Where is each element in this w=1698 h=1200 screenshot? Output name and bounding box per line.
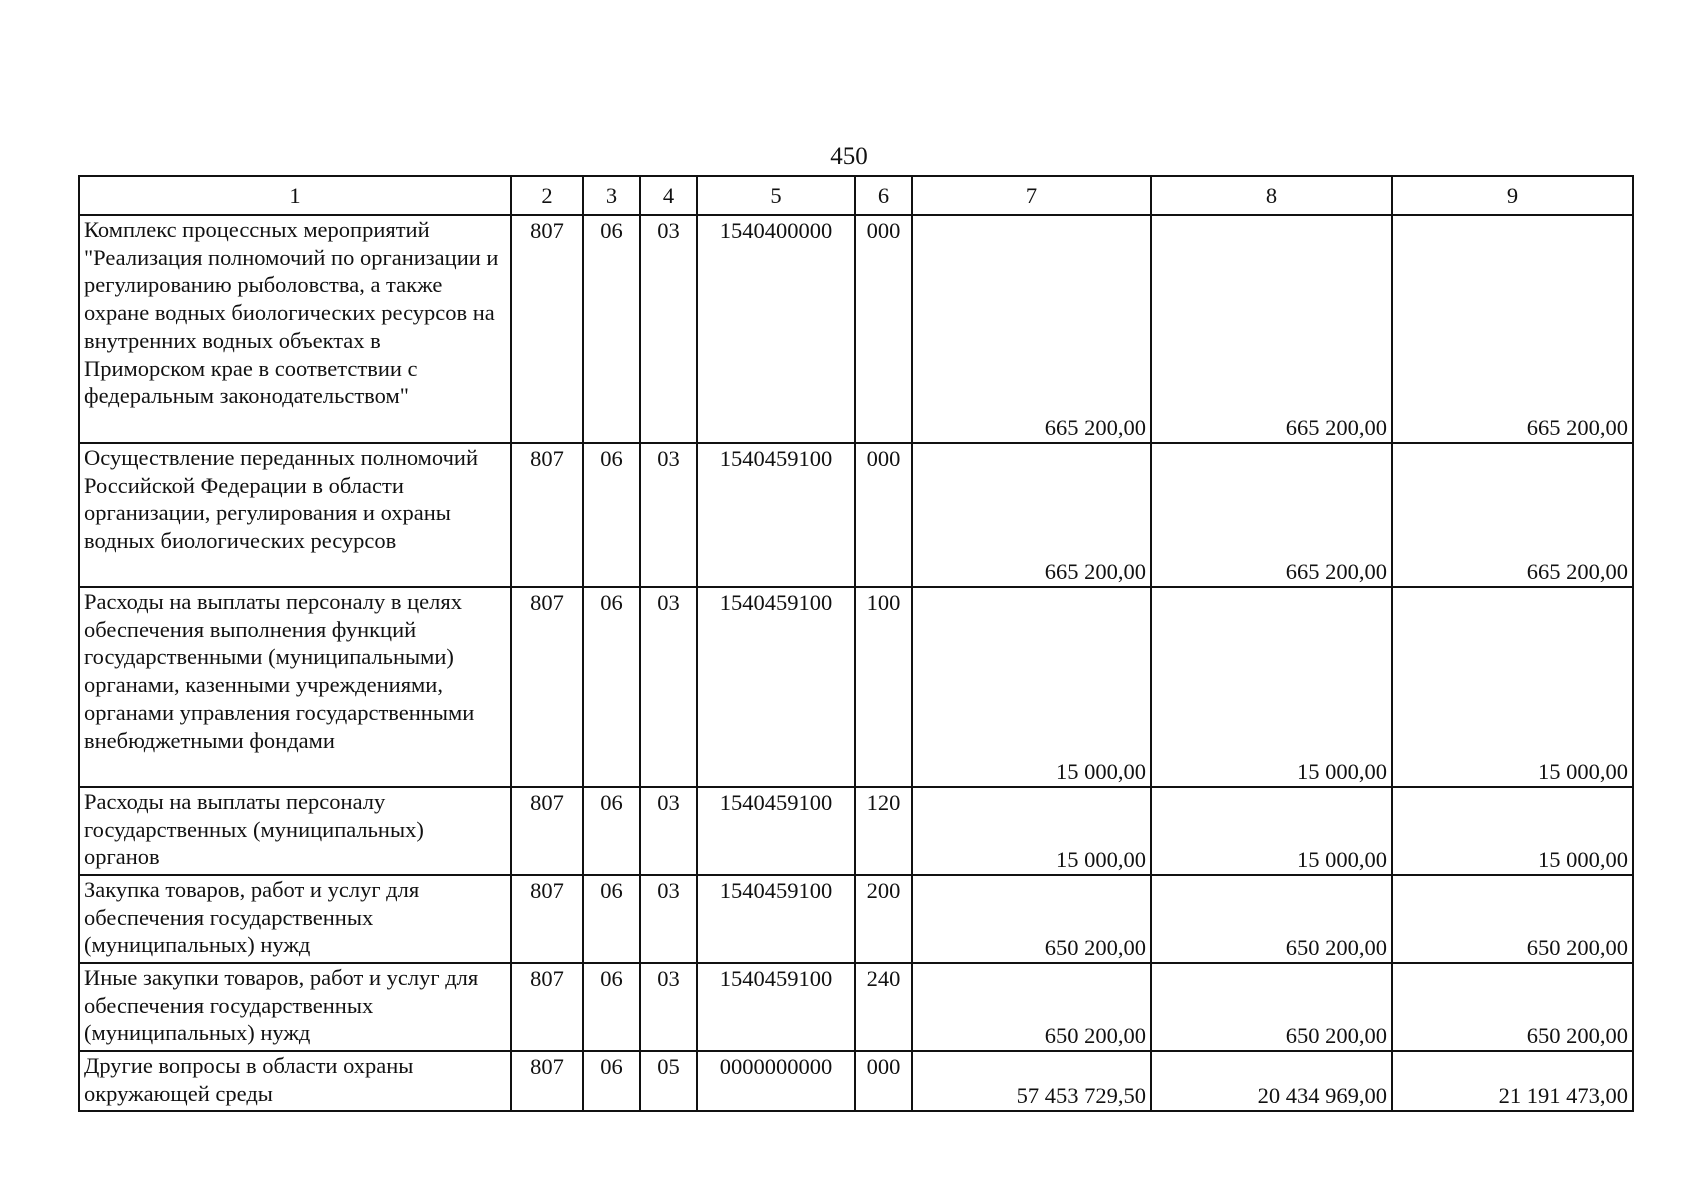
row-code-subsection: 03 [640, 963, 697, 1051]
row-code-ministry: 807 [511, 787, 583, 875]
table-row [79, 1051, 1633, 1111]
row-amount-7: 650 200,00 [912, 963, 1151, 1051]
row-amount-9: 15 000,00 [1392, 787, 1633, 875]
row-code-target: 1540459100 [697, 787, 855, 875]
row-name: Закупка товаров, работ и услуг для обеспечения государственных (муниципальных) нужд [79, 875, 511, 963]
page-number: 450 [830, 143, 868, 170]
row-amount-9: 21 191 473,00 [1392, 1051, 1633, 1111]
table-row [79, 787, 1633, 875]
row-code-subsection: 03 [640, 787, 697, 875]
row-code-ministry: 807 [511, 587, 583, 787]
row-amount-8: 650 200,00 [1151, 963, 1392, 1051]
column-header-1: 1 [79, 176, 511, 215]
row-code-target: 1540459100 [697, 875, 855, 963]
row-code-ministry: 807 [511, 963, 583, 1051]
row-code-expense-type: 000 [855, 215, 912, 443]
row-name: Осуществление переданных полномочий Российской Федерации в области организации, регулирования и охраны водных биологических ресурсов [79, 443, 511, 587]
row-amount-9: 15 000,00 [1392, 587, 1633, 787]
row-amount-9: 650 200,00 [1392, 963, 1633, 1051]
row-code-subsection: 03 [640, 587, 697, 787]
row-amount-8: 15 000,00 [1151, 587, 1392, 787]
row-amount-7: 665 200,00 [912, 215, 1151, 443]
table-row [79, 215, 1633, 443]
row-amount-9: 665 200,00 [1392, 443, 1633, 587]
row-amount-8: 665 200,00 [1151, 443, 1392, 587]
row-code-ministry: 807 [511, 443, 583, 587]
row-code-section: 06 [583, 1051, 640, 1111]
row-code-ministry: 807 [511, 1051, 583, 1111]
row-amount-7: 665 200,00 [912, 443, 1151, 587]
row-code-target: 1540459100 [697, 587, 855, 787]
row-amount-7: 650 200,00 [912, 875, 1151, 963]
row-code-expense-type: 240 [855, 963, 912, 1051]
row-amount-7: 15 000,00 [912, 787, 1151, 875]
row-amount-8: 665 200,00 [1151, 215, 1392, 443]
row-amount-9: 665 200,00 [1392, 215, 1633, 443]
row-code-subsection: 03 [640, 215, 697, 443]
row-amount-8: 650 200,00 [1151, 875, 1392, 963]
table-row [79, 875, 1633, 963]
budget-table [78, 175, 1634, 1112]
row-code-target: 1540459100 [697, 963, 855, 1051]
row-name: Расходы на выплаты персоналу в целях обеспечения выполнения функций государственными (муниципальными) органами, казенными учреждениями, органами управления государственными внебюджетными фондами [79, 587, 511, 787]
header-row [79, 176, 1633, 215]
row-code-section: 06 [583, 443, 640, 587]
row-code-subsection: 05 [640, 1051, 697, 1111]
row-code-subsection: 03 [640, 875, 697, 963]
row-code-target: 1540400000 [697, 215, 855, 443]
row-name: Расходы на выплаты персоналу государственных (муниципальных) органов [79, 787, 511, 875]
row-amount-8: 15 000,00 [1151, 787, 1392, 875]
column-header-5: 5 [697, 176, 855, 215]
row-code-expense-type: 100 [855, 587, 912, 787]
row-code-section: 06 [583, 787, 640, 875]
table-row [79, 963, 1633, 1051]
table-row [79, 443, 1633, 587]
column-header-7: 7 [912, 176, 1151, 215]
row-code-ministry: 807 [511, 215, 583, 443]
row-code-target: 0000000000 [697, 1051, 855, 1111]
row-code-subsection: 03 [640, 443, 697, 587]
row-name: Иные закупки товаров, работ и услуг для обеспечения государственных (муниципальных) нужд [79, 963, 511, 1051]
column-header-3: 3 [583, 176, 640, 215]
row-code-target: 1540459100 [697, 443, 855, 587]
row-code-ministry: 807 [511, 875, 583, 963]
row-code-expense-type: 200 [855, 875, 912, 963]
row-code-expense-type: 120 [855, 787, 912, 875]
column-header-4: 4 [640, 176, 697, 215]
row-code-section: 06 [583, 587, 640, 787]
row-amount-7: 57 453 729,50 [912, 1051, 1151, 1111]
row-code-expense-type: 000 [855, 443, 912, 587]
row-name: Другие вопросы в области охраны окружающей среды [79, 1051, 511, 1111]
column-header-8: 8 [1151, 176, 1392, 215]
row-amount-7: 15 000,00 [912, 587, 1151, 787]
row-code-section: 06 [583, 875, 640, 963]
row-amount-9: 650 200,00 [1392, 875, 1633, 963]
table-row [79, 587, 1633, 787]
row-code-section: 06 [583, 215, 640, 443]
column-header-2: 2 [511, 176, 583, 215]
column-header-6: 6 [855, 176, 912, 215]
row-amount-8: 20 434 969,00 [1151, 1051, 1392, 1111]
row-name: Комплекс процессных мероприятий "Реализация полномочий по организации и регулированию рыболовства, а также охране водных биологических ресурсов на внутренних водных объектах в Приморском крае в соответствии с федеральным законодательством" [79, 215, 511, 443]
column-header-9: 9 [1392, 176, 1633, 215]
row-code-expense-type: 000 [855, 1051, 912, 1111]
row-code-section: 06 [583, 963, 640, 1051]
